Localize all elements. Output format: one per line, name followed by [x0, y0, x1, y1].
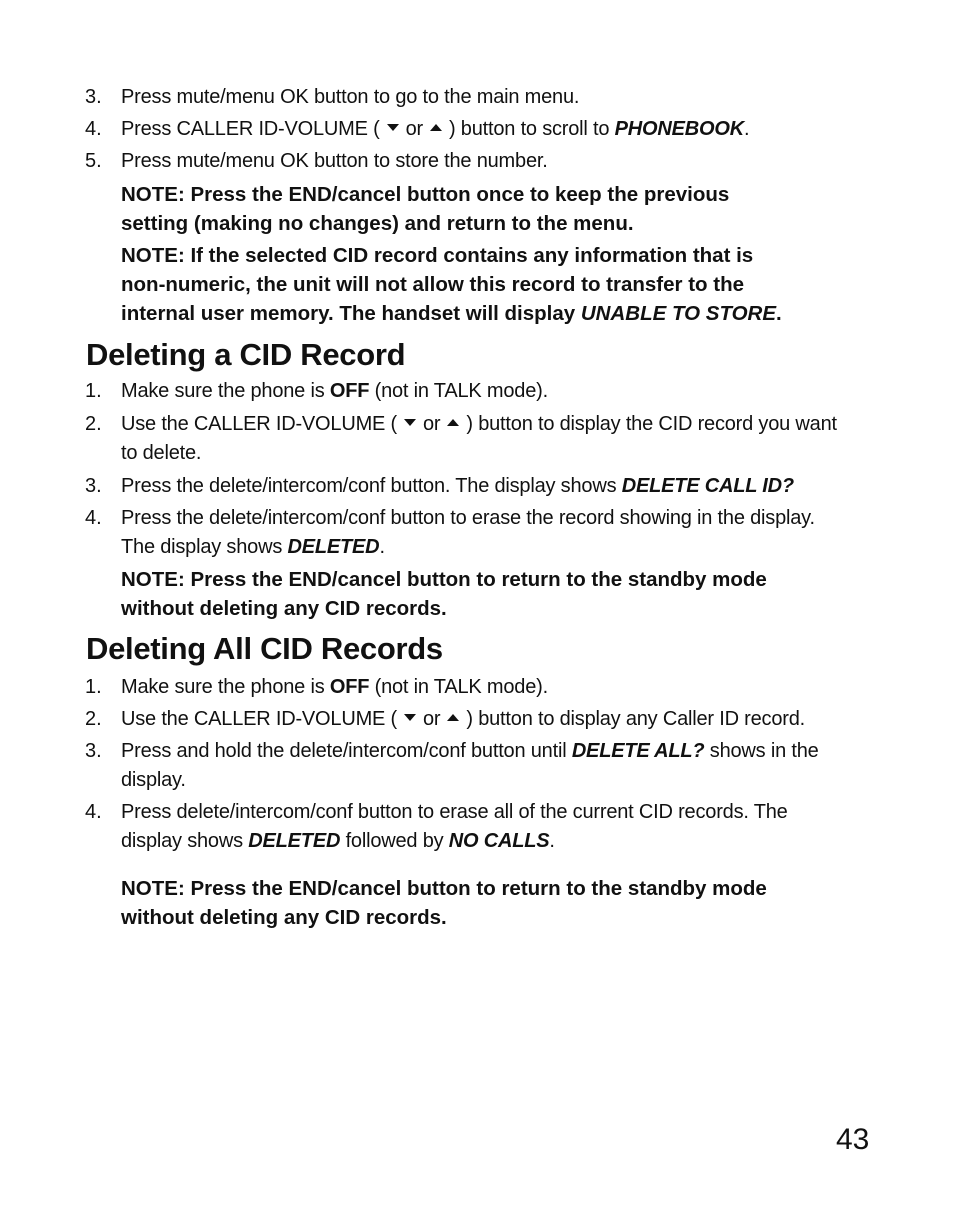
step-number: 4.	[85, 118, 102, 140]
step-text: to delete.	[121, 442, 202, 464]
step-number: 2.	[85, 413, 102, 435]
step-number: 1.	[85, 676, 102, 698]
step-number: 4.	[85, 801, 102, 823]
down-triangle-icon	[404, 714, 416, 721]
step-text: Make sure the phone is OFF (not in TALK mode).	[121, 380, 548, 402]
down-triangle-icon	[404, 419, 416, 426]
note-text: internal user memory. The handset will display UNABLE TO STORE.	[121, 302, 782, 325]
down-triangle-icon	[387, 124, 399, 131]
step-number: 3.	[85, 86, 102, 108]
step-text: Press mute/menu OK button to store the number.	[121, 150, 548, 172]
note-text: NOTE: If the selected CID record contains any information that is	[121, 244, 754, 267]
note-text: NOTE: Press the END/cancel button to return to the standby mode	[121, 568, 767, 591]
step-text: display shows DELETED followed by NO CALLS.	[121, 830, 555, 852]
note-text: NOTE: Press the END/cancel button to return to the standby mode	[121, 877, 767, 900]
up-triangle-icon	[447, 714, 459, 721]
step-text: display.	[121, 769, 186, 791]
step-text: Press mute/menu OK button to go to the main menu.	[121, 86, 580, 108]
section-heading: Deleting a CID Record	[86, 337, 406, 372]
step-text: Press the delete/intercom/conf button to erase the record showing in the display.	[121, 507, 815, 529]
step-number: 2.	[85, 708, 102, 730]
step-number: 4.	[85, 507, 102, 529]
up-triangle-icon	[430, 124, 442, 131]
note-text: setting (making no changes) and return to the menu.	[121, 212, 634, 235]
section-heading: Deleting All CID Records	[86, 631, 443, 666]
page-number: 43	[836, 1123, 870, 1156]
step-number: 1.	[85, 380, 102, 402]
up-triangle-icon	[447, 419, 459, 426]
step-text: Press and hold the delete/intercom/conf button until DELETE ALL? shows in the	[121, 740, 819, 762]
step-text: Use the CALLER ID-VOLUME ( or ) button to display the CID record you want	[121, 413, 837, 435]
note-text: non-numeric, the unit will not allow this record to transfer to the	[121, 273, 744, 296]
note-text: NOTE: Press the END/cancel button once to keep the previous	[121, 183, 730, 206]
step-text: Press delete/intercom/conf button to erase all of the current CID records. The	[121, 801, 788, 823]
step-text: The display shows DELETED.	[121, 536, 385, 558]
step-text: Make sure the phone is OFF (not in TALK mode).	[121, 676, 548, 698]
step-text: Press CALLER ID-VOLUME ( or ) button to scroll to PHONEBOOK.	[121, 118, 750, 140]
step-number: 5.	[85, 150, 102, 172]
step-number: 3.	[85, 475, 102, 497]
step-text: Press the delete/intercom/conf button. The display shows DELETE CALL ID?	[121, 475, 794, 497]
note-text: without deleting any CID records.	[121, 906, 447, 929]
note-text: without deleting any CID records.	[121, 597, 447, 620]
step-number: 3.	[85, 740, 102, 762]
step-text: Use the CALLER ID-VOLUME ( or ) button to display any Caller ID record.	[121, 708, 806, 730]
